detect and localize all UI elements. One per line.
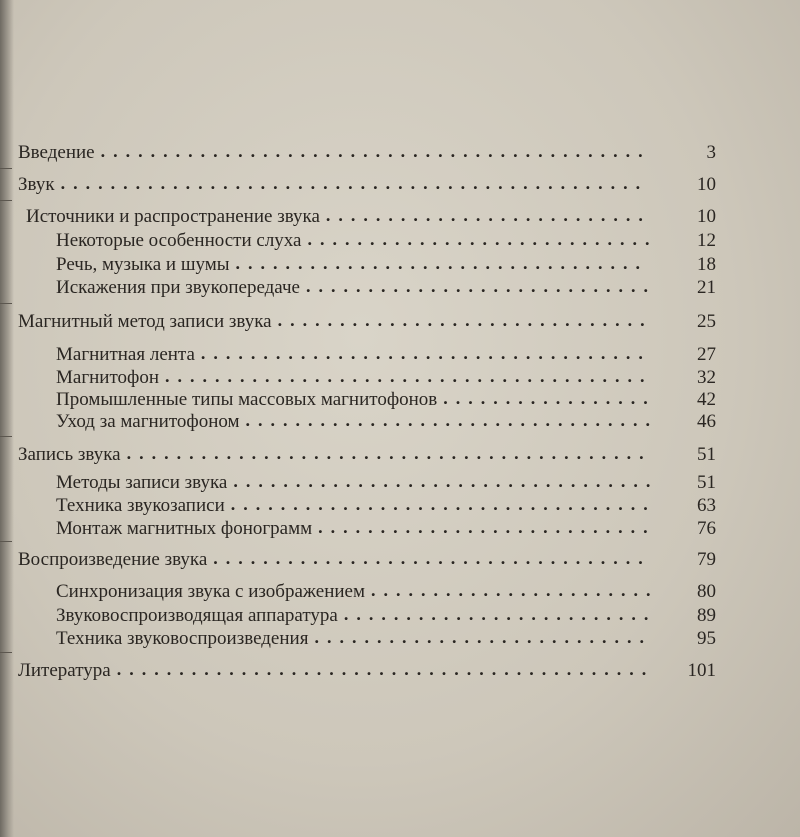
toc-entry-page: 80 xyxy=(697,581,716,602)
divider xyxy=(0,200,12,201)
toc-entry-page: 51 xyxy=(697,472,716,493)
toc-entry-title: Методы записи звука xyxy=(56,472,228,493)
divider xyxy=(0,168,12,169)
divider xyxy=(0,436,12,437)
toc-entry-page: 76 xyxy=(697,518,716,539)
divider xyxy=(0,541,12,542)
toc-entry xyxy=(0,625,800,653)
toc-entry-page: 101 xyxy=(687,660,716,681)
toc-entry-title: Синхронизация звука с изображением xyxy=(56,581,366,602)
toc-entry-title: Запись звука xyxy=(18,444,121,465)
toc-leader-dots: ............................ xyxy=(307,229,658,249)
toc-entry xyxy=(0,308,800,336)
toc-leader-dots: .................................. xyxy=(230,494,656,514)
toc-entry-page: 51 xyxy=(697,444,716,465)
toc-entry-page: 42 xyxy=(697,389,716,410)
toc-entry-title: Магнитофон xyxy=(56,367,159,388)
toc-entry-page: 32 xyxy=(697,367,716,388)
toc-entry-page: 18 xyxy=(697,254,716,275)
toc-leader-dots: ......................... xyxy=(343,604,657,624)
toc-entry xyxy=(0,657,800,685)
toc-leader-dots: ................. xyxy=(443,388,656,408)
toc-entry-page: 63 xyxy=(697,495,716,516)
toc-entry-title: Звук xyxy=(18,174,55,195)
toc-entry xyxy=(0,274,800,302)
toc-leader-dots: ............................................ xyxy=(100,141,651,161)
toc-entry-title: Литература xyxy=(18,660,111,681)
toc-entry xyxy=(0,441,800,469)
toc-leader-dots: .................................... xyxy=(200,343,651,363)
toc-entry-page: 27 xyxy=(697,344,716,365)
toc-leader-dots: ....................................... xyxy=(165,366,653,386)
toc-entry-title: Речь, музыка и шумы xyxy=(56,254,230,275)
toc-entry-title: Техника звуковоспроизведения xyxy=(56,628,309,649)
toc-leader-dots: ................................. xyxy=(235,253,649,273)
toc-entry xyxy=(0,171,800,199)
toc-entry-title: Магнитная лента xyxy=(56,344,195,365)
toc-leader-dots: ............................................... xyxy=(60,173,649,193)
toc-entry xyxy=(0,139,800,167)
toc-entry-title: Искажения при звукопередаче xyxy=(56,277,300,298)
toc-entry-title: Магнитный метод записи звука xyxy=(18,311,272,332)
toc-entry-title: Введение xyxy=(18,142,95,163)
toc-leader-dots: ........................... xyxy=(318,517,656,537)
toc-entry-page: 10 xyxy=(697,174,716,195)
toc-entry-page: 3 xyxy=(706,142,716,163)
toc-entry-title: Источники и распространение звука xyxy=(26,206,320,227)
toc-leader-dots: ........................... xyxy=(314,627,652,647)
toc-entry-page: 10 xyxy=(697,206,716,227)
toc-entry-page: 79 xyxy=(697,549,716,570)
toc-leader-dots: .......................... xyxy=(325,205,651,225)
toc-entry-title: Некоторые особенности слуха xyxy=(56,230,302,251)
toc-leader-dots: ........................................... xyxy=(116,659,655,679)
toc-entry-page: 95 xyxy=(697,628,716,649)
toc-leader-dots: ............................ xyxy=(305,276,656,296)
toc-entry-title: Монтаж магнитных фонограмм xyxy=(56,518,313,539)
toc-entry-title: Техника звукозаписи xyxy=(56,495,225,516)
toc-entry-title: Промышленные типы массовых магнитофонов xyxy=(56,389,438,410)
toc-entry-page: 21 xyxy=(697,277,716,298)
toc-leader-dots: ................................. xyxy=(245,410,659,430)
toc-leader-dots: .......................................... xyxy=(126,443,652,463)
divider xyxy=(0,303,12,304)
toc-leader-dots: ................................... xyxy=(213,548,651,568)
toc-entry xyxy=(0,515,800,543)
toc-leader-dots: .................................. xyxy=(233,471,659,491)
toc-entry xyxy=(0,408,800,436)
toc-entry-title: Звуковоспроизводящая аппаратура xyxy=(56,605,338,626)
toc-entry xyxy=(0,546,800,574)
toc-entry-title: Воспроизведение звука xyxy=(18,549,208,570)
toc-entry-page: 25 xyxy=(697,311,716,332)
toc-entry-page: 89 xyxy=(697,605,716,626)
divider xyxy=(0,652,12,653)
toc-leader-dots: .............................. xyxy=(277,310,653,330)
toc-leader-dots: ....................... xyxy=(371,580,659,600)
toc-entry-page: 46 xyxy=(697,411,716,432)
toc-entry-page: 12 xyxy=(697,230,716,251)
toc-entry-title: Уход за магнитофоном xyxy=(56,411,240,432)
